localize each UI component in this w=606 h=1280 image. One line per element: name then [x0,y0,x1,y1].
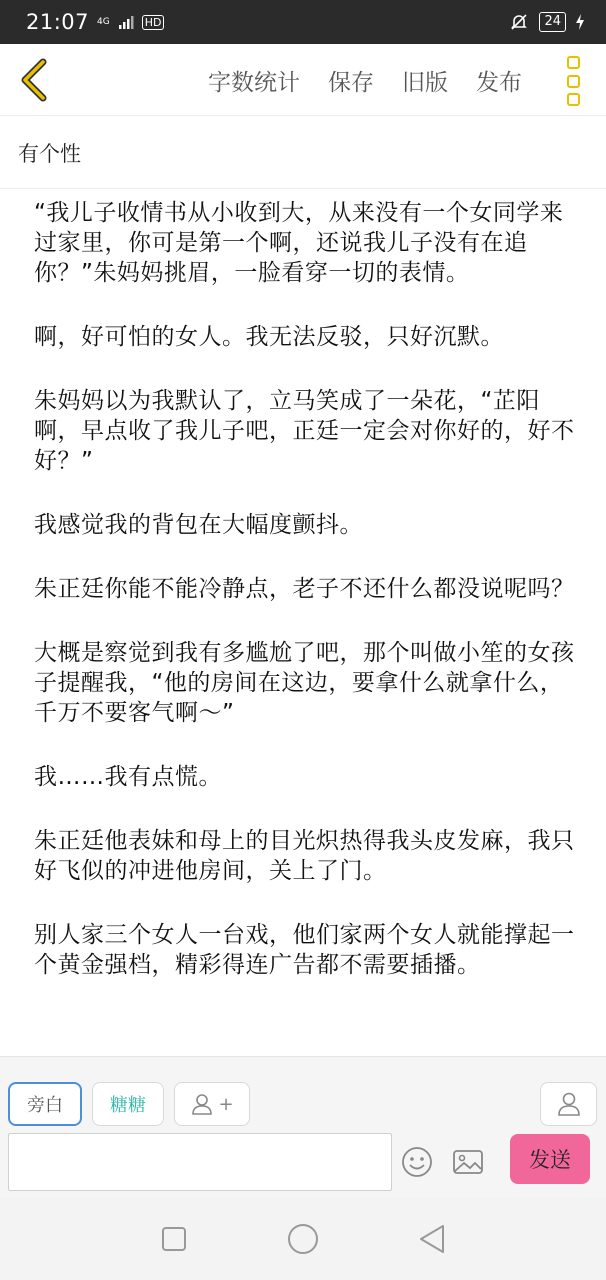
chapter-title: 有个性 [18,141,81,166]
signal-icon [118,14,134,30]
story-paragraph: 大概是察觉到我有多尴尬了吧，那个叫做小笙的女孩子提醒我，“他的房间在这边，要拿什么就拿什么，千万不要客气啊～” [34,640,575,726]
role-narration-chip[interactable]: 旁白 [8,1082,82,1126]
charging-icon [576,14,584,30]
user-role-button[interactable] [540,1082,597,1126]
story-paragraph: 朱正廷他表妹和母上的目光炽热得我头皮发麻，我只好飞似的冲进他房间，关上了门。 [34,828,575,884]
back-button[interactable] [12,56,56,104]
story-paragraph: 朱妈妈以为我默认了，立马笑成了一朵花，“芷阳啊，早点收了我儿子吧，正廷一定会对你好的，好不好？” [34,388,575,474]
old-version-button[interactable]: 旧版 [402,69,448,96]
message-input[interactable] [8,1133,392,1191]
story-content[interactable] [0,190,606,1056]
publish-button[interactable]: 发布 [476,69,522,96]
send-button[interactable]: 发送 [510,1134,590,1184]
story-paragraph: “我儿子收情书从小收到大，从来没有一个女同学来过家里，你可是第一个啊，还说我儿子没有在追你？”朱妈妈挑眉，一脸看穿一切的表情。 [34,200,564,286]
triangle-back-icon [417,1223,447,1255]
word-count-button[interactable]: 字数统计 [208,69,300,96]
story-paragraph: 我感觉我的背包在大幅度颤抖。 [34,512,363,538]
image-button[interactable] [451,1145,485,1179]
smiley-icon [400,1145,434,1179]
status-right [509,12,584,32]
more-dot-icon [567,75,580,88]
status-bar [0,0,606,44]
story-paragraph: 别人家三个女人一台戏，他们家两个女人就能撑起一个黄金强档，精彩得连广告都不需要插播。 [34,922,575,978]
add-role-plus: + [218,1093,234,1115]
more-dot-icon [567,56,580,69]
add-role-button[interactable] [174,1082,250,1126]
status-time: 21:07 [26,10,90,34]
story-paragraph: 啊，好可怕的女人。我无法反驳，只好沉默。 [34,324,504,350]
battery-indicator: 24 [539,12,566,32]
emoji-button[interactable] [400,1145,434,1179]
status-left [26,10,164,34]
back-nav-button[interactable] [412,1219,452,1259]
square-icon [161,1226,187,1252]
network-indicator: 4G [97,17,110,27]
recent-apps-button[interactable] [154,1219,194,1259]
story-paragraph: 我……我有点慌。 [34,764,222,790]
muted-bell-icon [509,12,529,32]
home-button[interactable] [283,1219,323,1259]
role-tangtang-chip[interactable]: 糖糖 [92,1082,164,1126]
save-button[interactable]: 保存 [328,69,374,96]
hd-badge: HD [142,15,165,30]
composer-panel [0,1056,606,1198]
more-dot-icon [567,93,580,106]
person-icon [557,1091,581,1117]
editor-toolbar [0,44,606,116]
toolbar-actions [208,44,522,116]
image-icon [451,1145,485,1179]
chapter-title-field[interactable] [0,117,606,189]
story-paragraph: 朱正廷你能不能冷静点，老子不还什么都没说呢吗？ [34,576,575,602]
circle-icon [286,1222,320,1256]
person-icon [190,1092,214,1116]
chevron-left-icon [19,58,49,102]
more-menu-button[interactable] [558,56,588,106]
system-nav-bar [0,1198,606,1280]
